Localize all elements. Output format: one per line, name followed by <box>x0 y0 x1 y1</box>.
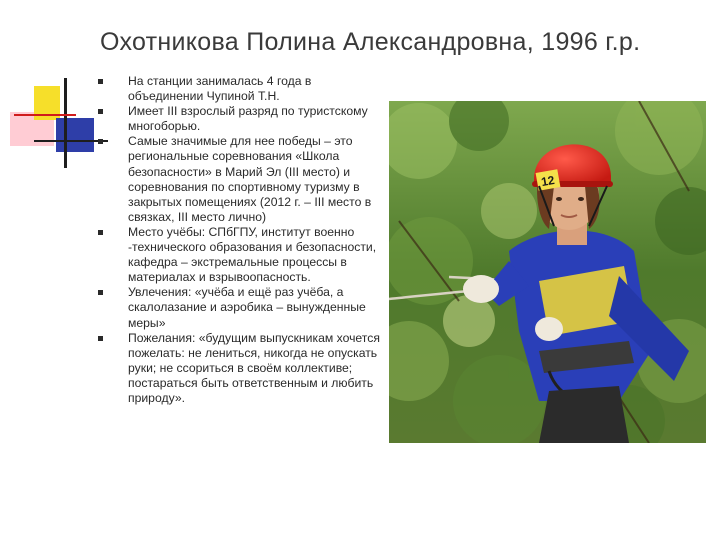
bullet-marker-icon <box>98 230 103 235</box>
bullet-text: Имеет III взрослый разряд по туристскому многоборью. <box>128 104 368 134</box>
bullet-text: Самые значимые для нее победы – это региональные соревнования «Школа безопасности» в Марий Эл (III место) и соревнования по спортивному туризму в закрытых помещениях (2012 г. – III место в связках, III место лично) <box>128 134 372 224</box>
climber-illustration <box>389 101 706 443</box>
bullet-item <box>98 225 390 285</box>
bullet-marker-icon <box>98 290 103 295</box>
bullet-item <box>98 104 390 134</box>
bullet-list <box>98 74 390 406</box>
bullet-item <box>98 285 390 330</box>
decorative-red-line <box>14 114 76 116</box>
bullet-marker-icon <box>98 109 103 114</box>
decorative-vertical-line <box>64 78 67 168</box>
bullet-item <box>98 134 390 225</box>
bullet-marker-icon <box>98 79 103 84</box>
bullet-marker-icon <box>98 336 103 341</box>
bullet-item <box>98 331 390 406</box>
bullet-text: Место учёбы: СПбГПУ, институт военно -технического образования и безопасности, кафедра – экстремальные процессы в материалах и взрывоопасность. <box>128 224 377 285</box>
bullet-marker-icon <box>98 139 103 144</box>
bullet-item <box>98 74 390 104</box>
bullet-text: На станции занималась 4 года в объединении Чупиной Т.Н. <box>128 74 312 104</box>
decorative-blue-block <box>56 118 94 152</box>
bullet-text: Пожелания: «будущим выпускникам хочется пожелать: не лениться, никогда не опускать руки; не ссориться в своём коллективе; постараться быть ответственным и любить природу». <box>128 330 380 405</box>
slide-title: Охотникова Полина Александровна, 1996 г.р. <box>100 28 641 56</box>
bullet-text: Увлечения: «учёба и ещё раз учёба, а скалолазание и аэробика – вынужденные меры» <box>128 285 366 330</box>
climber-photo <box>389 101 706 443</box>
decorative-black-line <box>34 140 108 142</box>
helmet-number-label: 12 <box>540 172 556 190</box>
